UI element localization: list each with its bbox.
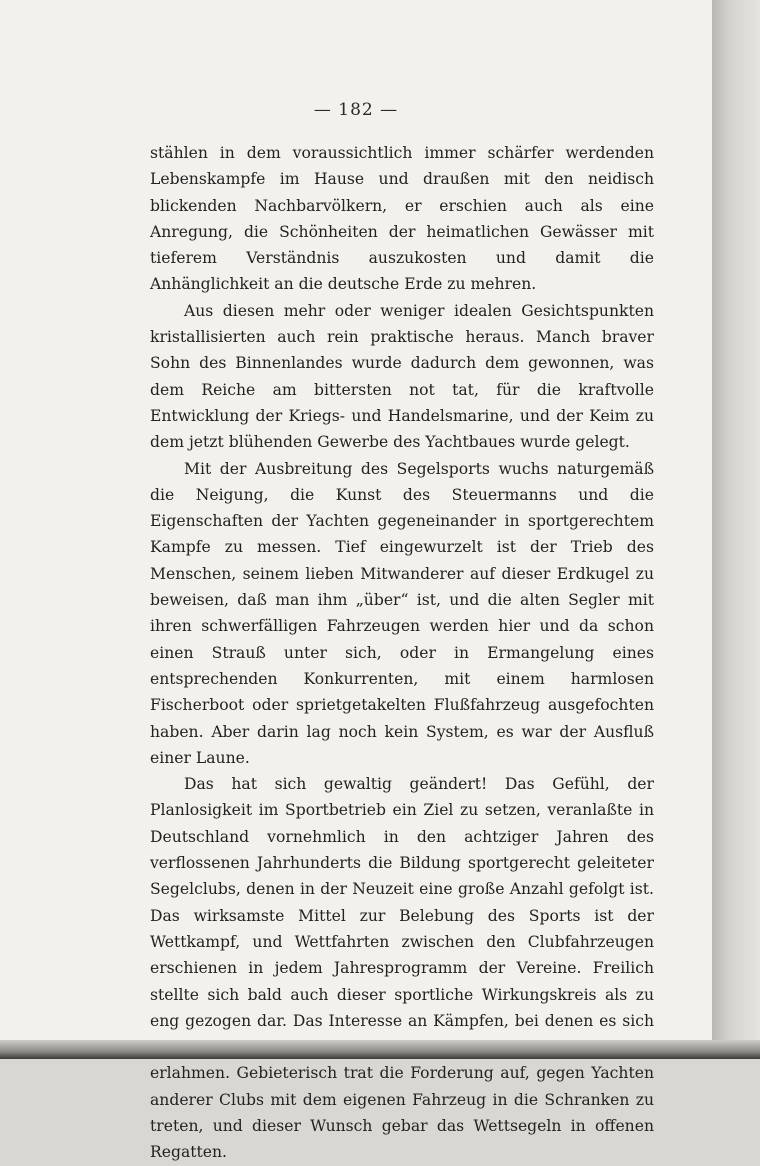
page-number: — 182 — — [313, 100, 399, 120]
body-text — [150, 140, 654, 1166]
paragraph-2: Aus diesen mehr oder weniger idealen Gesichtspunkten kristallisierten auch rein praktische heraus. Manch braver Sohn des Binnenlandes wurde dadurch dem gewonnen, was dem Reiche am bittersten not tat, für die kraftvolle Entwicklung der Kriegs- und Handelsmarine, und der Keim zu dem jetzt blühenden Gewerbe des Yachtbaues wurde gelegt. — [150, 301, 654, 452]
page-edge-shadow — [712, 0, 760, 1040]
paragraph-1: stählen in dem voraussichtlich immer schärfer werdenden Lebenskampfe im Hause und draußen mit den neidisch blickenden Nachbarvölkern, er erschien auch als eine Anregung, die Schönheiten der heimatlichen Gewässer mit tieferem Verständnis auszukosten und damit die Anhänglichkeit an die deutsche Erde zu mehren. — [150, 144, 654, 294]
scan-bottom-edge — [0, 1040, 760, 1059]
paragraph-4: Das hat sich gewaltig geändert! Das Gefühl, der Planlosigkeit im Sportbetrieb ein Ziel zu setzen, veranlaßte in Deutschland vornehmlich in den achtziger Jahren des verflossenen Jahrhunderts die Bildung sportgerecht geleiteter Segelclubs, denen in der Neuzeit eine große Anzahl gefolgt ist. Das wirksamste Mittel zur Belebung des Sports ist der Wettkampf, und Wettfahrten zwischen den Clubfahrzeugen erschienen in jedem Jahresprogramm der Vereine. Freilich stellte sich bald auch dieser sportliche Wirkungskreis als zu eng gezogen dar. Das Interesse an Kämpfen, bei denen es sich erlahmen. Gebieterisch trat die Forderung auf, gegen Yachten anderer Clubs mit dem eigenen Fahrzeug in die Schranken zu treten, und dieser Wunsch gebar das Wettsegeln in offenen Regatten. — [150, 775, 654, 1162]
paragraph-3: Mit der Ausbreitung des Segelsports wuchs naturgemäß die Neigung, die Kunst des Steuermanns und die Eigenschaften der Yachten gegeneinander in sportgerechtem Kampfe zu messen. Tief eingewurzelt ist der Trieb des Menschen, seinem lieben Mitwanderer auf dieser Erdkugel zu beweisen, daß man ihm „über“ ist, und die alten Segler mit ihren schwerfälligen Fahrzeugen werden hier und da schon einen Strauß unter sich, oder in Ermangelung eines entsprechenden Konkurrenten, mit einem harmlosen Fischerboot oder sprietgetakelten Flußfahrzeug ausgefochten haben. Aber darin lag noch kein System, es war der Ausfluß einer Laune. — [150, 459, 654, 767]
